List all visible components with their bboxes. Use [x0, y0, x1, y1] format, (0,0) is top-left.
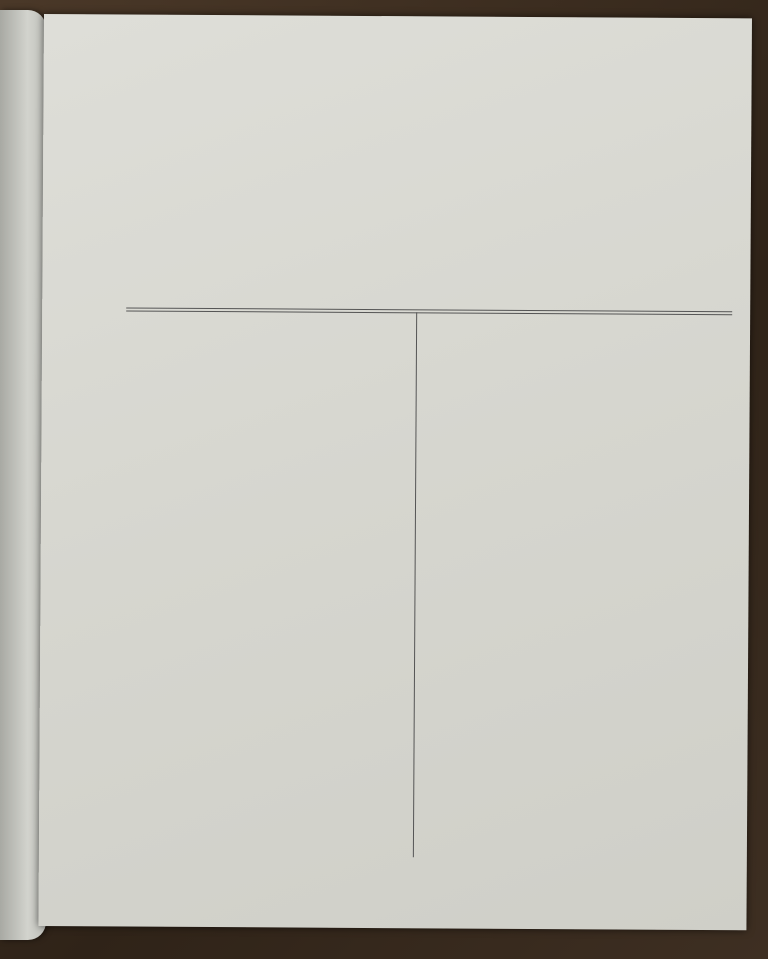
book-page: [38, 14, 752, 930]
column-divider: [413, 312, 417, 857]
page-subtitle: [43, 250, 751, 254]
part-heading: [42, 289, 750, 293]
page-title: [43, 214, 751, 218]
